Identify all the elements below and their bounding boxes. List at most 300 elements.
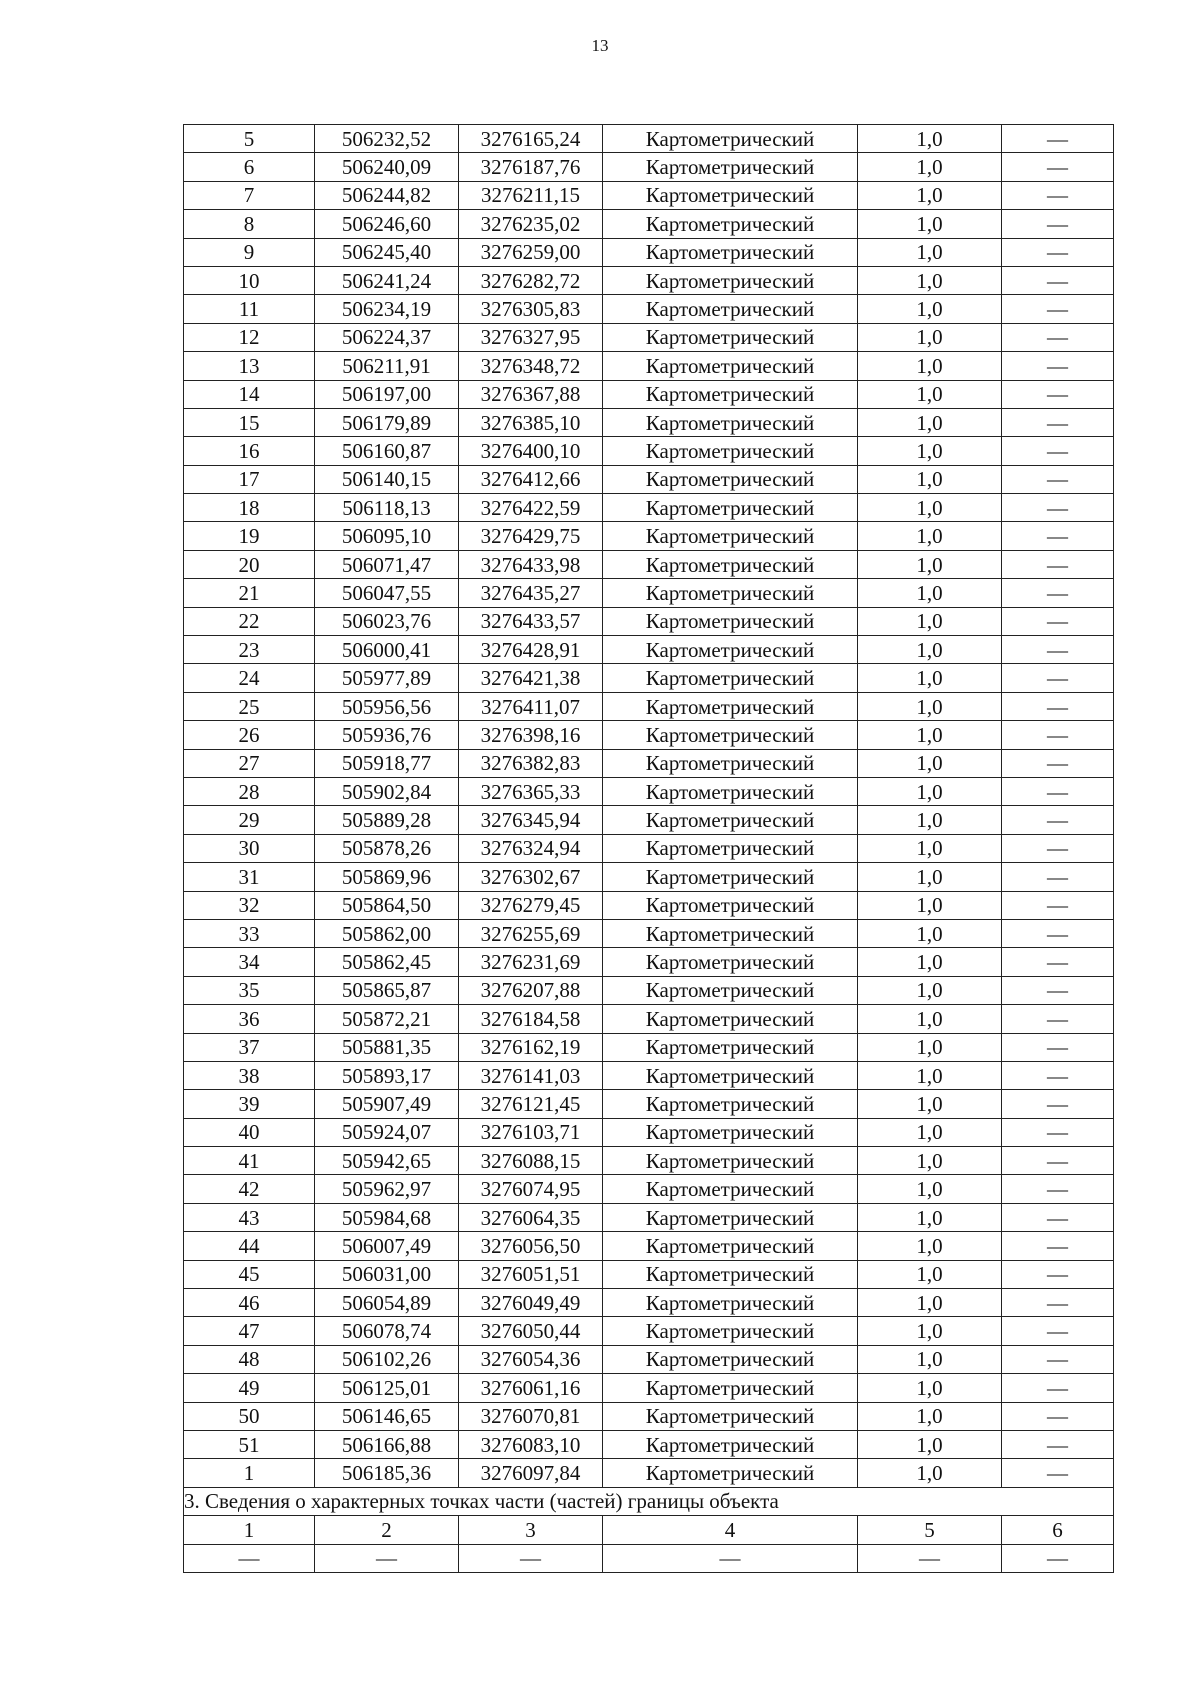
table-row [184,579,1114,607]
point-number-cell: 46 [184,1289,315,1317]
table-row [184,1175,1114,1203]
accuracy-cell: 1,0 [858,919,1002,947]
method-cell: Картометрический [603,834,858,862]
description-cell: — [1002,1033,1114,1061]
table-row [184,976,1114,1004]
x-coordinate-cell: 505984,68 [315,1203,459,1231]
x-coordinate-cell: 505936,76 [315,721,459,749]
accuracy-cell: 1,0 [858,125,1002,153]
point-number-cell: 37 [184,1033,315,1061]
section3-header-row [184,1516,1114,1544]
x-coordinate-cell: 506197,00 [315,380,459,408]
x-coordinate-cell: 506232,52 [315,125,459,153]
point-number-cell: 7 [184,181,315,209]
y-coordinate-cell: 3276162,19 [459,1033,603,1061]
method-cell: Картометрический [603,806,858,834]
y-coordinate-cell: 3276141,03 [459,1061,603,1089]
description-cell: — [1002,1203,1114,1231]
point-number-cell: 21 [184,579,315,607]
method-cell: Картометрический [603,1374,858,1402]
description-cell: — [1002,834,1114,862]
description-cell: — [1002,1317,1114,1345]
y-coordinate-cell: 3276412,66 [459,465,603,493]
method-cell: Картометрический [603,919,858,947]
y-coordinate-cell: 3276382,83 [459,749,603,777]
accuracy-cell: 1,0 [858,181,1002,209]
point-number-cell: 48 [184,1345,315,1373]
x-coordinate-cell: 505869,96 [315,863,459,891]
point-number-cell: 42 [184,1175,315,1203]
column-number-3: 3 [459,1516,603,1544]
description-cell: — [1002,1289,1114,1317]
method-cell: Картометрический [603,579,858,607]
x-coordinate-cell: 505872,21 [315,1005,459,1033]
point-number-cell: 41 [184,1147,315,1175]
point-number-cell: 14 [184,380,315,408]
description-cell: — [1002,380,1114,408]
x-coordinate-cell: 506031,00 [315,1260,459,1288]
y-coordinate-cell: 3276282,72 [459,266,603,294]
y-coordinate-cell: 3276259,00 [459,238,603,266]
point-number-cell: 13 [184,352,315,380]
method-cell: Картометрический [603,1232,858,1260]
accuracy-cell: 1,0 [858,437,1002,465]
y-coordinate-cell: 3276187,76 [459,153,603,181]
table-row [184,153,1114,181]
point-number-cell: 34 [184,948,315,976]
method-cell: Картометрический [603,1203,858,1231]
y-coordinate-cell: 3276064,35 [459,1203,603,1231]
y-coordinate-cell: 3276385,10 [459,408,603,436]
table-row [184,919,1114,947]
method-cell: Картометрический [603,976,858,1004]
point-number-cell: 36 [184,1005,315,1033]
accuracy-cell: 1,0 [858,948,1002,976]
x-coordinate-cell: 506047,55 [315,579,459,607]
accuracy-cell: 1,0 [858,863,1002,891]
accuracy-cell: 1,0 [858,408,1002,436]
point-number-cell: 12 [184,323,315,351]
accuracy-cell: 1,0 [858,266,1002,294]
accuracy-cell: 1,0 [858,721,1002,749]
point-number-cell: 39 [184,1090,315,1118]
point-number-cell: 47 [184,1317,315,1345]
description-cell: — [1002,408,1114,436]
description-cell: — [1002,1147,1114,1175]
table-row [184,636,1114,664]
y-coordinate-cell: 3276429,75 [459,522,603,550]
table-row [184,749,1114,777]
x-coordinate-cell: 506224,37 [315,323,459,351]
description-cell: — [1002,976,1114,1004]
y-coordinate-cell: 3276050,44 [459,1317,603,1345]
description-cell: — [1002,636,1114,664]
table-row [184,295,1114,323]
empty-cell-3: — [459,1544,603,1572]
y-coordinate-cell: 3276054,36 [459,1345,603,1373]
description-cell: — [1002,1232,1114,1260]
point-number-cell: 38 [184,1061,315,1089]
y-coordinate-cell: 3276070,81 [459,1402,603,1430]
table-row [184,1147,1114,1175]
x-coordinate-cell: 505862,45 [315,948,459,976]
y-coordinate-cell: 3276305,83 [459,295,603,323]
table-row [184,550,1114,578]
description-cell: — [1002,948,1114,976]
table-row [184,664,1114,692]
description-cell: — [1002,1402,1114,1430]
y-coordinate-cell: 3276433,98 [459,550,603,578]
y-coordinate-cell: 3276365,33 [459,777,603,805]
table-row [184,1289,1114,1317]
method-cell: Картометрический [603,1061,858,1089]
accuracy-cell: 1,0 [858,1005,1002,1033]
description-cell: — [1002,1175,1114,1203]
point-number-cell: 51 [184,1430,315,1458]
table-row [184,1317,1114,1345]
table-row [184,465,1114,493]
description-cell: — [1002,579,1114,607]
method-cell: Картометрический [603,1147,858,1175]
description-cell: — [1002,352,1114,380]
description-cell: — [1002,1374,1114,1402]
x-coordinate-cell: 506245,40 [315,238,459,266]
description-cell: — [1002,1090,1114,1118]
description-cell: — [1002,1260,1114,1288]
x-coordinate-cell: 506246,60 [315,210,459,238]
point-number-cell: 11 [184,295,315,323]
empty-cell-4: — [603,1544,858,1572]
description-cell: — [1002,1005,1114,1033]
accuracy-cell: 1,0 [858,153,1002,181]
page-number: 13 [591,36,609,55]
table-row [184,692,1114,720]
point-number-cell: 18 [184,494,315,522]
y-coordinate-cell: 3276421,38 [459,664,603,692]
accuracy-cell: 1,0 [858,976,1002,1004]
accuracy-cell: 1,0 [858,579,1002,607]
x-coordinate-cell: 506179,89 [315,408,459,436]
y-coordinate-cell: 3276348,72 [459,352,603,380]
method-cell: Картометрический [603,494,858,522]
description-cell: — [1002,777,1114,805]
x-coordinate-cell: 505962,97 [315,1175,459,1203]
description-cell: — [1002,210,1114,238]
point-number-cell: 17 [184,465,315,493]
method-cell: Картометрический [603,125,858,153]
method-cell: Картометрический [603,522,858,550]
x-coordinate-cell: 505862,00 [315,919,459,947]
x-coordinate-cell: 506118,13 [315,494,459,522]
accuracy-cell: 1,0 [858,1232,1002,1260]
x-coordinate-cell: 505878,26 [315,834,459,862]
y-coordinate-cell: 3276207,88 [459,976,603,1004]
accuracy-cell: 1,0 [858,323,1002,351]
description-cell: — [1002,919,1114,947]
description-cell: — [1002,494,1114,522]
description-cell: — [1002,863,1114,891]
point-number-cell: 10 [184,266,315,294]
point-number-cell: 15 [184,408,315,436]
x-coordinate-cell: 506146,65 [315,1402,459,1430]
point-number-cell: 19 [184,522,315,550]
y-coordinate-cell: 3276327,95 [459,323,603,351]
table-row [184,1430,1114,1458]
table-row [184,777,1114,805]
table-row [184,1459,1114,1487]
empty-cell-2: — [315,1544,459,1572]
point-number-cell: 29 [184,806,315,834]
method-cell: Картометрический [603,210,858,238]
method-cell: Картометрический [603,266,858,294]
description-cell: — [1002,125,1114,153]
description-cell: — [1002,1061,1114,1089]
y-coordinate-cell: 3276345,94 [459,806,603,834]
table-row [184,408,1114,436]
description-cell: — [1002,1118,1114,1146]
point-number-cell: 28 [184,777,315,805]
x-coordinate-cell: 506000,41 [315,636,459,664]
x-coordinate-cell: 506234,19 [315,295,459,323]
accuracy-cell: 1,0 [858,1317,1002,1345]
point-number-cell: 8 [184,210,315,238]
accuracy-cell: 1,0 [858,1203,1002,1231]
y-coordinate-cell: 3276165,24 [459,125,603,153]
description-cell: — [1002,437,1114,465]
method-cell: Картометрический [603,1402,858,1430]
table-row [184,352,1114,380]
description-cell: — [1002,266,1114,294]
column-number-1: 1 [184,1516,315,1544]
method-cell: Картометрический [603,1175,858,1203]
x-coordinate-cell: 506007,49 [315,1232,459,1260]
description-cell: — [1002,664,1114,692]
column-number-4: 4 [603,1516,858,1544]
x-coordinate-cell: 505881,35 [315,1033,459,1061]
table-row [184,125,1114,153]
x-coordinate-cell: 506071,47 [315,550,459,578]
method-cell: Картометрический [603,863,858,891]
method-cell: Картометрический [603,1090,858,1118]
y-coordinate-cell: 3276255,69 [459,919,603,947]
method-cell: Картометрический [603,749,858,777]
method-cell: Картометрический [603,408,858,436]
accuracy-cell: 1,0 [858,1147,1002,1175]
description-cell: — [1002,1459,1114,1487]
method-cell: Картометрический [603,948,858,976]
table-row [184,607,1114,635]
point-number-cell: 32 [184,891,315,919]
accuracy-cell: 1,0 [858,1061,1002,1089]
description-cell: — [1002,749,1114,777]
method-cell: Картометрический [603,465,858,493]
table-row [184,834,1114,862]
x-coordinate-cell: 506240,09 [315,153,459,181]
y-coordinate-cell: 3276074,95 [459,1175,603,1203]
x-coordinate-cell: 506125,01 [315,1374,459,1402]
accuracy-cell: 1,0 [858,607,1002,635]
point-number-cell: 9 [184,238,315,266]
x-coordinate-cell: 506140,15 [315,465,459,493]
column-number-6: 6 [1002,1516,1114,1544]
method-cell: Картометрический [603,238,858,266]
accuracy-cell: 1,0 [858,1033,1002,1061]
accuracy-cell: 1,0 [858,380,1002,408]
y-coordinate-cell: 3276398,16 [459,721,603,749]
method-cell: Картометрический [603,664,858,692]
point-number-cell: 1 [184,1459,315,1487]
method-cell: Картометрический [603,1260,858,1288]
y-coordinate-cell: 3276433,57 [459,607,603,635]
y-coordinate-cell: 3276184,58 [459,1005,603,1033]
method-cell: Картометрический [603,1430,858,1458]
method-cell: Картометрический [603,1005,858,1033]
y-coordinate-cell: 3276056,50 [459,1232,603,1260]
table-row [184,1118,1114,1146]
description-cell: — [1002,465,1114,493]
method-cell: Картометрический [603,1289,858,1317]
description-cell: — [1002,891,1114,919]
method-cell: Картометрический [603,1317,858,1345]
y-coordinate-cell: 3276097,84 [459,1459,603,1487]
accuracy-cell: 1,0 [858,1118,1002,1146]
table-row [184,806,1114,834]
point-number-cell: 49 [184,1374,315,1402]
y-coordinate-cell: 3276400,10 [459,437,603,465]
coordinates-table-body [184,125,1114,1488]
y-coordinate-cell: 3276083,10 [459,1430,603,1458]
point-number-cell: 26 [184,721,315,749]
method-cell: Картометрический [603,550,858,578]
description-cell: — [1002,607,1114,635]
x-coordinate-cell: 506211,91 [315,352,459,380]
method-cell: Картометрический [603,692,858,720]
y-coordinate-cell: 3276088,15 [459,1147,603,1175]
accuracy-cell: 1,0 [858,891,1002,919]
y-coordinate-cell: 3276103,71 [459,1118,603,1146]
description-cell: — [1002,806,1114,834]
x-coordinate-cell: 505956,56 [315,692,459,720]
y-coordinate-cell: 3276324,94 [459,834,603,862]
table-row [184,266,1114,294]
table-row [184,948,1114,976]
table-row [184,238,1114,266]
y-coordinate-cell: 3276411,07 [459,692,603,720]
x-coordinate-cell: 505907,49 [315,1090,459,1118]
x-coordinate-cell: 506054,89 [315,1289,459,1317]
description-cell: — [1002,721,1114,749]
coordinates-table [183,124,1114,1573]
empty-cell-5: — [858,1544,1002,1572]
point-number-cell: 44 [184,1232,315,1260]
point-number-cell: 25 [184,692,315,720]
accuracy-cell: 1,0 [858,238,1002,266]
y-coordinate-cell: 3276049,49 [459,1289,603,1317]
y-coordinate-cell: 3276435,27 [459,579,603,607]
point-number-cell: 35 [184,976,315,1004]
description-cell: — [1002,238,1114,266]
point-number-cell: 31 [184,863,315,891]
point-number-cell: 16 [184,437,315,465]
table-row [184,1203,1114,1231]
table-row [184,863,1114,891]
point-number-cell: 5 [184,125,315,153]
point-number-cell: 20 [184,550,315,578]
description-cell: — [1002,692,1114,720]
empty-cell-6: — [1002,1544,1114,1572]
table-row [184,380,1114,408]
accuracy-cell: 1,0 [858,465,1002,493]
y-coordinate-cell: 3276211,15 [459,181,603,209]
y-coordinate-cell: 3276231,69 [459,948,603,976]
x-coordinate-cell: 506166,88 [315,1430,459,1458]
column-number-5: 5 [858,1516,1002,1544]
x-coordinate-cell: 505924,07 [315,1118,459,1146]
method-cell: Картометрический [603,1459,858,1487]
point-number-cell: 33 [184,919,315,947]
method-cell: Картометрический [603,153,858,181]
x-coordinate-cell: 506244,82 [315,181,459,209]
accuracy-cell: 1,0 [858,1430,1002,1458]
description-cell: — [1002,550,1114,578]
method-cell: Картометрический [603,721,858,749]
point-number-cell: 45 [184,1260,315,1288]
accuracy-cell: 1,0 [858,1345,1002,1373]
table-row [184,1033,1114,1061]
x-coordinate-cell: 505918,77 [315,749,459,777]
method-cell: Картометрический [603,1345,858,1373]
accuracy-cell: 1,0 [858,550,1002,578]
point-number-cell: 30 [184,834,315,862]
method-cell: Картометрический [603,437,858,465]
table-row [184,1061,1114,1089]
section3-title: 3. Сведения о характерных точках части (частей) границы объекта [184,1487,1114,1515]
point-number-cell: 22 [184,607,315,635]
method-cell: Картометрический [603,636,858,664]
accuracy-cell: 1,0 [858,1090,1002,1118]
accuracy-cell: 1,0 [858,1175,1002,1203]
x-coordinate-cell: 505864,50 [315,891,459,919]
table-row [184,323,1114,351]
method-cell: Картометрический [603,777,858,805]
description-cell: — [1002,153,1114,181]
method-cell: Картометрический [603,891,858,919]
column-number-2: 2 [315,1516,459,1544]
method-cell: Картометрический [603,323,858,351]
table-row [184,522,1114,550]
section3-empty-row [184,1544,1114,1572]
description-cell: — [1002,1345,1114,1373]
accuracy-cell: 1,0 [858,1289,1002,1317]
accuracy-cell: 1,0 [858,1402,1002,1430]
point-number-cell: 24 [184,664,315,692]
accuracy-cell: 1,0 [858,636,1002,664]
method-cell: Картометрический [603,1033,858,1061]
method-cell: Картометрический [603,352,858,380]
table-row [184,1005,1114,1033]
accuracy-cell: 1,0 [858,1260,1002,1288]
description-cell: — [1002,181,1114,209]
accuracy-cell: 1,0 [858,806,1002,834]
point-number-cell: 23 [184,636,315,664]
x-coordinate-cell: 506185,36 [315,1459,459,1487]
x-coordinate-cell: 506241,24 [315,266,459,294]
table-row [184,1402,1114,1430]
method-cell: Картометрический [603,607,858,635]
point-number-cell: 43 [184,1203,315,1231]
accuracy-cell: 1,0 [858,692,1002,720]
y-coordinate-cell: 3276235,02 [459,210,603,238]
